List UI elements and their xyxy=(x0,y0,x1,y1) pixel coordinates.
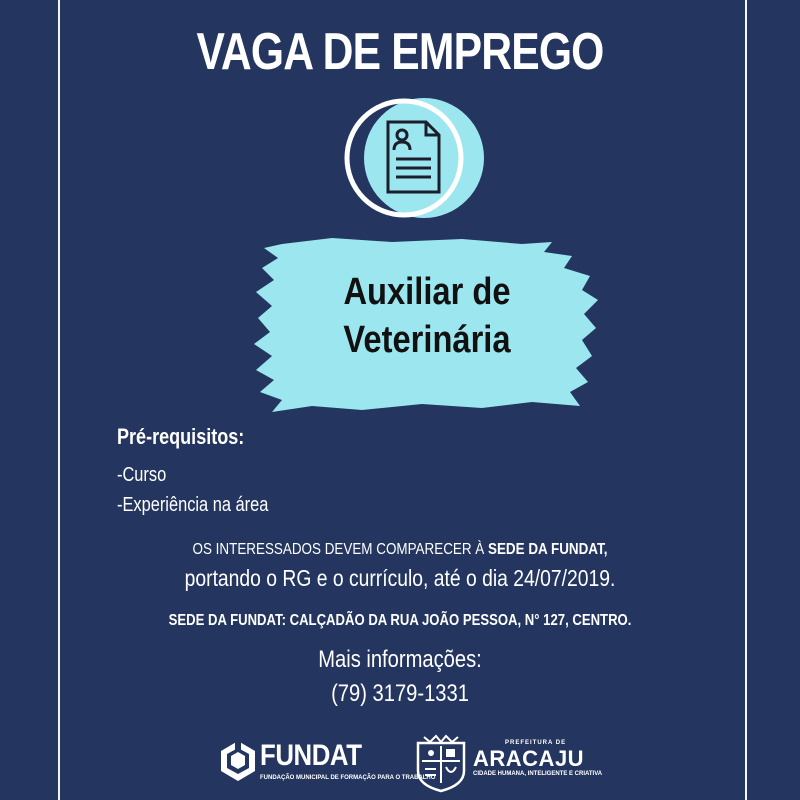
notice-bold: SEDE DA FUNDAT, xyxy=(488,541,608,558)
aracaju-name: ARACAJU xyxy=(473,746,585,771)
requirements-list xyxy=(117,460,302,520)
notice-line-2: portando o RG e o currículo, até o dia 24/07/2019. xyxy=(184,565,616,591)
address: SEDE DA FUNDAT: CALÇADÃO DA RUA JOÃO PESSOA, N° 127, CENTRO. xyxy=(168,612,632,629)
document-resume-icon xyxy=(340,96,490,221)
requirements-heading: Pré-requisitos: xyxy=(117,424,245,449)
job-title-line2: Veterinária xyxy=(343,319,511,361)
requirement-item: -Experiência na área xyxy=(117,494,269,516)
phone-number: (79) 3179-1331 xyxy=(331,680,469,707)
fundat-subtitle: FUNDAÇÃO MUNICIPAL DE FORMAÇÃO PARA O TRABALHO xyxy=(260,775,436,781)
job-title-line1: Auxiliar de xyxy=(343,271,511,313)
aracaju-subtitle: CIDADE HUMANA, INTELIGENTE E CRIATIVA xyxy=(473,771,603,777)
frame-line-right xyxy=(745,0,747,800)
frame-line-left xyxy=(58,0,60,800)
more-info-label: Mais informações: xyxy=(318,646,482,673)
notice-prefix: OS INTERESSADOS DEVEM COMPARECER À xyxy=(192,541,489,558)
notice-line-1 xyxy=(64,541,736,559)
aracaju-prefix: PREFEITURA DE xyxy=(505,740,567,746)
job-title xyxy=(277,268,578,364)
fundat-name: FUNDAT xyxy=(260,739,362,772)
requirement-item: -Curso xyxy=(117,464,167,486)
page-title: VAGA DE EMPREGO xyxy=(196,23,604,81)
